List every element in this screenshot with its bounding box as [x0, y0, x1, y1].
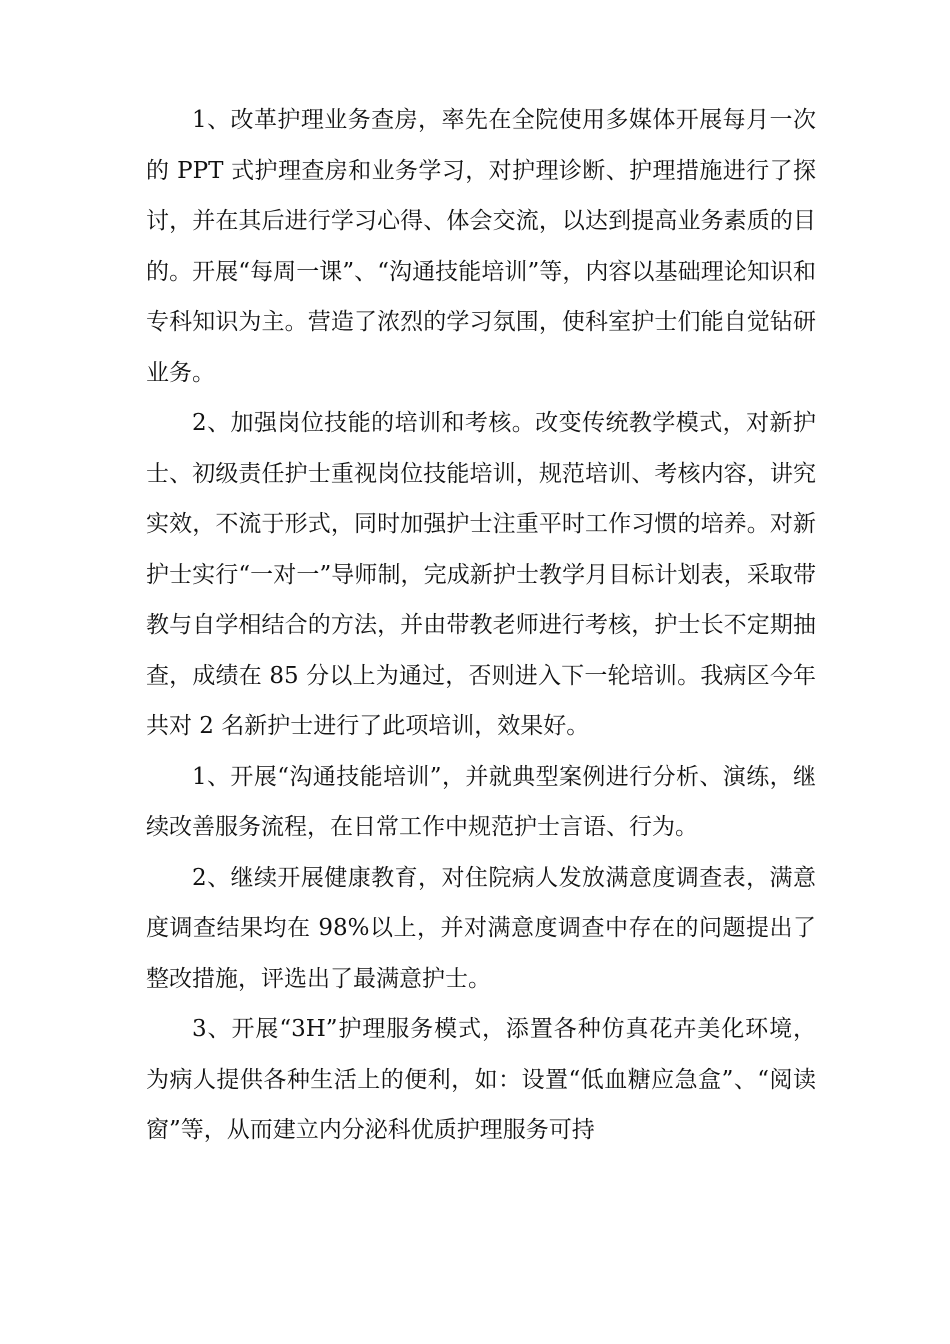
- paragraph-4: 2、继续开展健康教育，对住院病人发放满意度调查表，满意度调查结果均在 98%以上，并对满意度调查中存在的问题提出了整改措施，评选出了最满意护士。: [146, 864, 816, 992]
- paragraph-2: 2、加强岗位技能的培训和考核。改变传统教学模式，对新护士、初级责任护士重视岗位技能培训，规范培训、考核内容，讲究实效，不流于形式，同时加强护士注重平时工作习惯的培养。对新护士实行“一对一”导师制，完成新护士教学月目标计划表，采取带教与自学相结合的方法，并由带教老师进行考核，护士长不定期抽查，成绩在 85 分以上为通过，否则进入下一轮培训。我病区今年共对 2 名新护士进行了此项培训，效果好。: [146, 410, 816, 739]
- paragraph-5: 3、开展“3H”护理服务模式，添置各种仿真花卉美化环境，为病人提供各种生活上的便利，如：设置“低血糖应急盒”、“阅读窗”等，从而建立内分泌科优质护理服务可持: [146, 1016, 816, 1143]
- paragraph-1: 1、改革护理业务查房，率先在全院使用多媒体开展每月一次的 PPT 式护理查房和业务学习，对护理诊断、护理措施进行了探讨，并在其后进行学习心得、体会交流，以达到提高业务素质的目的。开展“每周一课”、“沟通技能培训”等，内容以基础理论知识和专科知识为主。营造了浓烈的学习氛围，使科室护士们能自觉钻研业务。: [146, 107, 816, 386]
- document-body: [146, 95, 816, 1156]
- paragraph-3: 1、开展“沟通技能培训”，并就典型案例进行分析、演练，继续改善服务流程，在日常工作中规范护士言语、行为。: [146, 763, 816, 840]
